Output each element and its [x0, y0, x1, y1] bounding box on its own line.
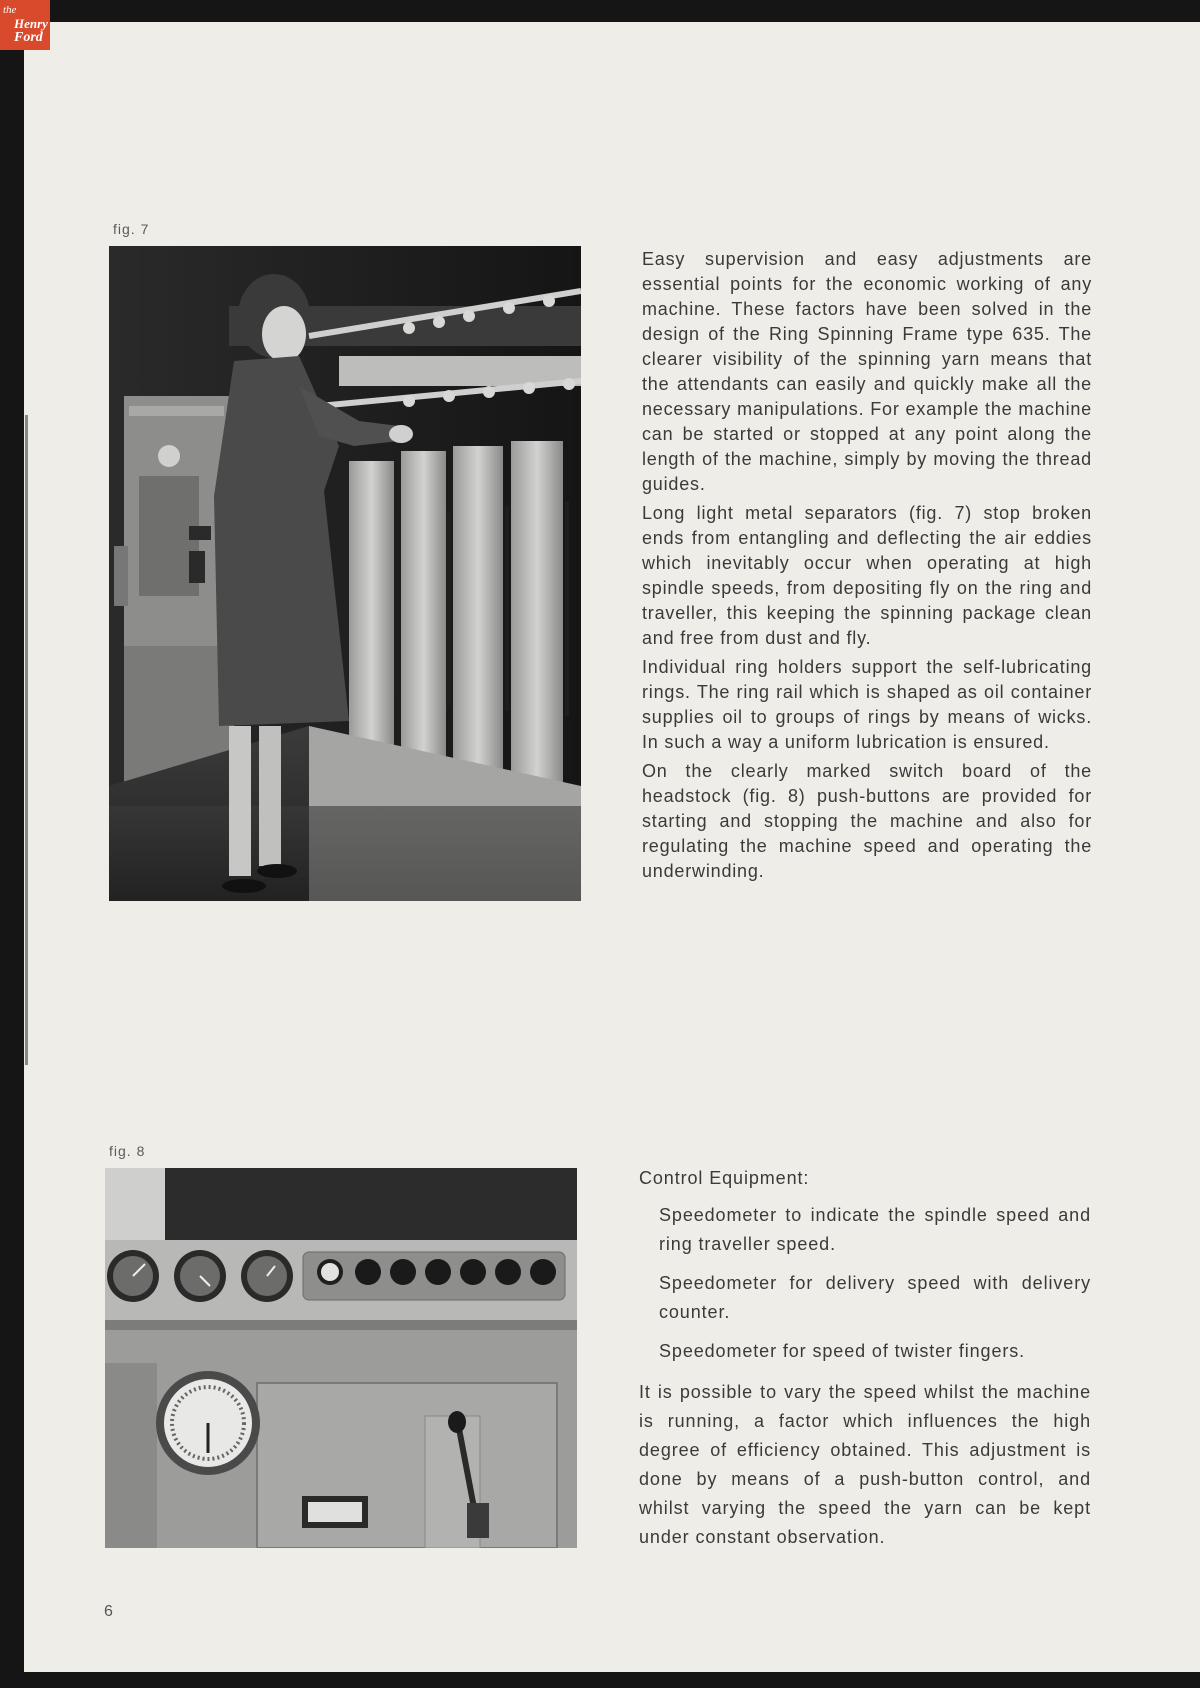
fig7-text: [642, 247, 1092, 888]
paragraph-2: Long light metal separators (fig. 7) stop broken ends from entangling and deflecting the air eddies which inevitably occur when operating at high spindle speeds, from depositing fly on the ring and traveller, this keeping the spinning package clean and free from dust and fly.: [642, 503, 1092, 648]
fig7-photo: [109, 246, 581, 901]
henry-ford-logo: [0, 0, 50, 50]
control-item-3: Speedometer for speed of twister fingers.: [659, 1341, 1026, 1361]
logo-the: the: [3, 4, 17, 16]
fig7-photo-image: [109, 246, 581, 901]
control-item-1: Speedometer to indicate the spindle speed and ring traveller speed.: [659, 1205, 1091, 1254]
control-heading: Control Equipment:: [639, 1168, 810, 1188]
control-item-2: Speedometer for delivery speed with delivery counter.: [659, 1273, 1091, 1322]
logo-henry: Henry: [14, 16, 48, 31]
fig8-photo: [105, 1168, 577, 1548]
paragraph-3: Individual ring holders support the self-lubricating rings. The ring rail which is shaped as oil container supplies oil to groups of rings by means of wicks. In such a way a uniform lubrication is ensured.: [642, 657, 1092, 752]
page-edge-shadow: [25, 415, 28, 1065]
logo-ford: Ford: [14, 30, 43, 45]
control-equipment-section: [639, 1164, 1091, 1552]
control-paragraph: It is possible to vary the speed whilst the machine is running, a factor which influences the high degree of efficiency obtained. This adjustment is done by means of a push-button control, and whilst varying the speed the yarn can be kept under constant observation.: [639, 1382, 1091, 1547]
paragraph-4: On the clearly marked switch board of the headstock (fig. 8) push-buttons are provided for starting and stopping the machine and also for regulating the machine speed and operating the underwinding.: [642, 761, 1092, 881]
fig8-caption: fig. 8: [109, 1143, 146, 1159]
fig7-caption: fig. 7: [113, 221, 150, 237]
fig8-photo-image: [105, 1168, 577, 1548]
page-number: 6: [104, 1603, 113, 1620]
paragraph-1: Easy supervision and easy adjustments are essential points for the economic working of any machine. These factors have been solved in the design of the Ring Spinning Frame type 635. The clearer visibility of the spinning yarn means that the attendants can easily and quickly make all the necessary manipulations. For example the machine can be started or stopped at any point along the length of the machine, simply by moving the thread guides.: [642, 249, 1092, 494]
